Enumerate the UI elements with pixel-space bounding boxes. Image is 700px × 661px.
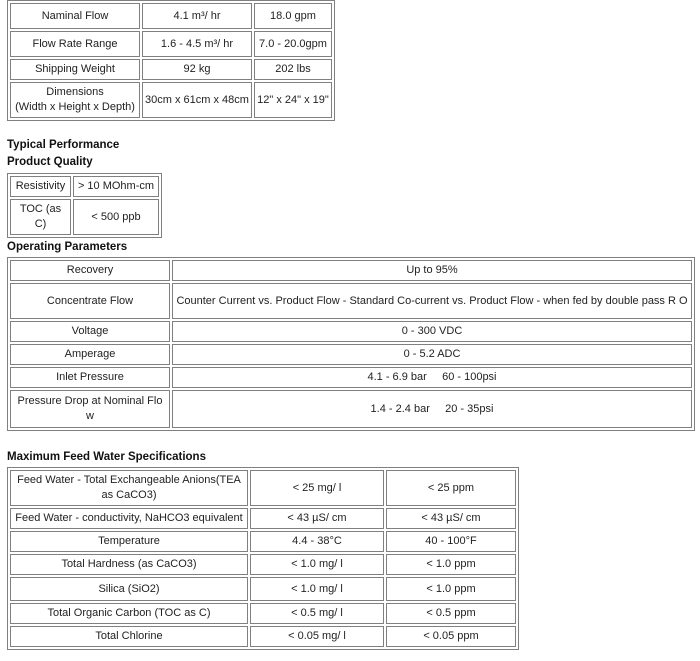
operating-parameters-table — [7, 257, 695, 431]
feed-label: Total Organic Carbon (TOC as C) — [10, 603, 248, 624]
spec-metric: 1.6 - 4.5 m³/ hr — [142, 31, 252, 57]
spec-metric: 4.1 m³/ hr — [142, 3, 252, 29]
feed-label: Feed Water - Total Exchangeable Anions(TEA as CaCO3) — [10, 470, 248, 506]
feed-label: Temperature — [10, 531, 248, 552]
spec-imperial: 12" x 24" x 19" — [254, 82, 332, 118]
spec-metric: 30cm x 61cm x 48cm — [142, 82, 252, 118]
feed-label: Total Chlorine — [10, 626, 248, 647]
feed-metric: < 0.05 mg/ l — [250, 626, 384, 647]
quality-label: TOC (as C) — [10, 199, 71, 235]
table-row — [10, 31, 332, 57]
param-value: Up to 95% — [172, 260, 692, 281]
table-row — [10, 82, 332, 118]
param-label: Amperage — [10, 344, 170, 365]
spec-label: Shipping Weight — [10, 59, 140, 80]
param-label: Inlet Pressure — [10, 367, 170, 388]
param-label: Voltage — [10, 321, 170, 342]
param-value: 4.1 - 6.9 bar 60 - 100psi — [172, 367, 692, 388]
table-row — [10, 554, 516, 575]
feed-metric: < 43 µS/ cm — [250, 508, 384, 529]
feed-label: Silica (SiO2) — [10, 577, 248, 601]
typical-performance-heading: Typical Performance — [7, 139, 120, 151]
table-row — [10, 470, 516, 506]
param-label: Concentrate Flow — [10, 283, 170, 319]
param-value: Counter Current vs. Product Flow - Standard Co-current vs. Product Flow - when fed by double pass R O — [172, 283, 692, 319]
feed-imperial: < 1.0 ppm — [386, 554, 516, 575]
feed-metric: 4.4 - 38°C — [250, 531, 384, 552]
spec-label: Naminal Flow — [10, 3, 140, 29]
table-row — [10, 199, 159, 235]
param-label: Recovery — [10, 260, 170, 281]
table-row — [10, 59, 332, 80]
table-row — [10, 603, 516, 624]
table-row — [10, 508, 516, 529]
spec-metric: 92 kg — [142, 59, 252, 80]
operating-parameters-heading: Operating Parameters — [7, 241, 128, 253]
flow-spec-table — [7, 0, 335, 121]
table-row — [10, 531, 516, 552]
feed-imperial: < 1.0 ppm — [386, 577, 516, 601]
spec-imperial: 18.0 gpm — [254, 3, 332, 29]
product-quality-table — [7, 173, 162, 238]
param-value: 0 - 5.2 ADC — [172, 344, 692, 365]
feed-label: Total Hardness (as CaCO3) — [10, 554, 248, 575]
quality-label: Resistivity — [10, 176, 71, 197]
feed-imperial: < 25 ppm — [386, 470, 516, 506]
quality-value: > 10 MOhm-cm — [73, 176, 159, 197]
feed-water-heading: Maximum Feed Water Specifications — [7, 451, 206, 463]
feed-metric: < 25 mg/ l — [250, 470, 384, 506]
product-quality-heading: Product Quality — [7, 156, 93, 168]
table-row — [10, 283, 692, 319]
spec-label — [10, 82, 140, 118]
dimensions-label: Dimensions — [46, 86, 104, 98]
dimensions-sublabel: (Width x Height x Depth) — [15, 101, 135, 113]
feed-metric: < 1.0 mg/ l — [250, 577, 384, 601]
table-row — [10, 260, 692, 281]
spec-imperial: 7.0 - 20.0gpm — [254, 31, 332, 57]
feed-imperial: < 0.5 ppm — [386, 603, 516, 624]
table-row — [10, 577, 516, 601]
spec-label: Flow Rate Range — [10, 31, 140, 57]
param-value: 0 - 300 VDC — [172, 321, 692, 342]
table-row — [10, 344, 692, 365]
feed-imperial: < 0.05 ppm — [386, 626, 516, 647]
feed-water-table — [7, 467, 519, 650]
table-row — [10, 367, 692, 388]
feed-metric: < 0.5 mg/ l — [250, 603, 384, 624]
feed-metric: < 1.0 mg/ l — [250, 554, 384, 575]
feed-label: Feed Water - conductivity, NaHCO3 equivalent — [10, 508, 248, 529]
feed-imperial: < 43 µS/ cm — [386, 508, 516, 529]
table-row — [10, 626, 516, 647]
spec-imperial: 202 lbs — [254, 59, 332, 80]
table-row — [10, 390, 692, 428]
param-value: 1.4 - 2.4 bar 20 - 35psi — [172, 390, 692, 428]
quality-value: < 500 ppb — [73, 199, 159, 235]
param-label: Pressure Drop at Nominal Flo w — [10, 390, 170, 428]
table-row — [10, 3, 332, 29]
table-row — [10, 176, 159, 197]
table-row — [10, 321, 692, 342]
feed-imperial: 40 - 100°F — [386, 531, 516, 552]
